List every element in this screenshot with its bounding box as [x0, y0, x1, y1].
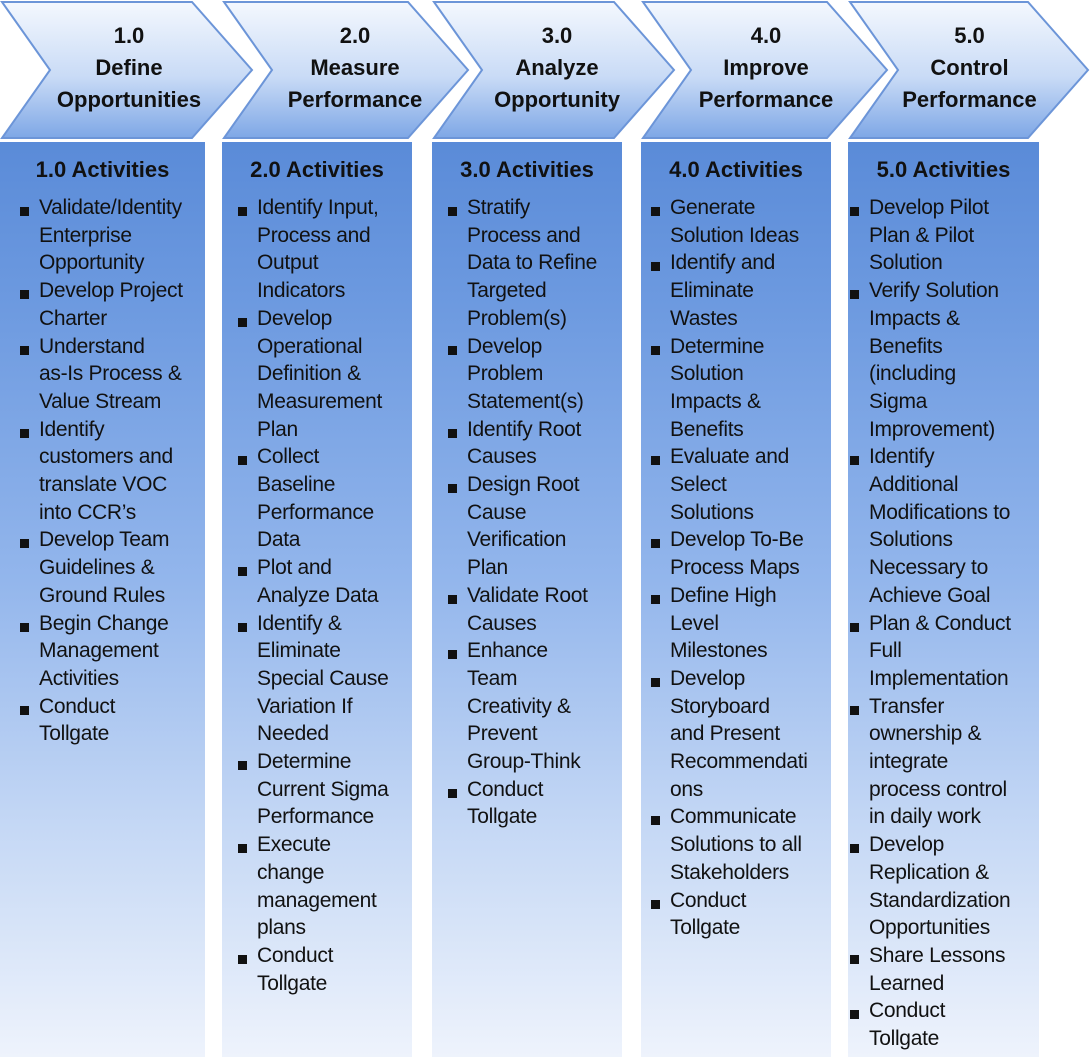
phase-name-line: Opportunities	[56, 87, 202, 112]
square-bullet-icon	[448, 650, 457, 659]
list-item: Determine Solution Impacts & Benefits	[647, 333, 808, 444]
activities-column	[222, 142, 412, 1057]
list-item: Identify and Eliminate Wastes	[647, 249, 808, 332]
phase-name-line: Opportunity	[494, 87, 620, 112]
activities-column	[432, 142, 622, 1057]
list-item: Validate Root Causes	[444, 582, 597, 637]
phase-name-line: Performance	[698, 87, 834, 112]
list-item: Develop Operational Definition & Measurement Plan	[234, 305, 389, 444]
list-item: Develop Storyboard and Present Recommendati ons	[647, 665, 808, 804]
list-item: Evaluate and Select Solutions	[647, 443, 808, 526]
square-bullet-icon	[850, 844, 859, 853]
square-bullet-icon	[850, 706, 859, 715]
list-item: Begin Change Management Activities	[16, 610, 183, 693]
list-item: Enhance Team Creativity & Prevent Group-Think	[444, 637, 597, 776]
list-item: Share Lessons Learned	[846, 942, 1011, 997]
activities-column	[848, 142, 1039, 1057]
phase-name-line: Measure	[310, 55, 400, 80]
list-item: Determine Current Sigma Performance	[234, 748, 389, 831]
list-item: Conduct Tollgate	[444, 776, 597, 831]
square-bullet-icon	[850, 955, 859, 964]
list-item: Develop To-Be Process Maps	[647, 526, 808, 581]
square-bullet-icon	[238, 844, 247, 853]
activities-title: 4.0 Activities	[669, 157, 803, 182]
list-item: Transfer ownership & integrate process control in daily work	[846, 693, 1011, 832]
phase-name-line: Performance	[902, 87, 1037, 112]
square-bullet-icon	[651, 262, 660, 271]
phase-name-line: Define	[95, 55, 163, 80]
activities-title: 2.0 Activities	[250, 157, 384, 182]
list-item: Develop Problem Statement(s)	[444, 333, 597, 416]
square-bullet-icon	[651, 678, 660, 687]
list-item: Stratify Process and Data to Refine Targeted Problem(s)	[444, 194, 597, 333]
activities-title: 5.0 Activities	[876, 157, 1011, 182]
list-item: Conduct Tollgate	[846, 997, 1011, 1052]
list-item: Identify Input, Process and Output Indicators	[234, 194, 389, 305]
square-bullet-icon	[651, 539, 660, 548]
square-bullet-icon	[850, 290, 859, 299]
square-bullet-icon	[850, 456, 859, 465]
phase-name-line: Control	[930, 55, 1009, 80]
list-item: Understand as-Is Process & Value Stream	[16, 333, 183, 416]
square-bullet-icon	[238, 207, 247, 216]
square-bullet-icon	[20, 623, 29, 632]
list-item: Develop Team Guidelines & Ground Rules	[16, 526, 183, 609]
activities-list	[647, 194, 808, 942]
activities-list	[16, 194, 183, 748]
square-bullet-icon	[448, 207, 457, 216]
phase-name-line: Analyze	[515, 55, 599, 80]
square-bullet-icon	[238, 761, 247, 770]
phase-chevron	[0, 0, 205, 140]
list-item: Conduct Tollgate	[647, 887, 808, 942]
list-item: Identify customers and translate VOC into CCR’s	[16, 416, 183, 527]
list-item: Execute change management plans	[234, 831, 389, 942]
phase-number: 3.0	[541, 23, 573, 48]
square-bullet-icon	[651, 346, 660, 355]
phase-name-line: Improve	[723, 55, 809, 80]
square-bullet-icon	[448, 429, 457, 438]
square-bullet-icon	[20, 207, 29, 216]
list-item: Verify Solution Impacts & Benefits (including Sigma Improvement)	[846, 277, 1011, 443]
square-bullet-icon	[850, 207, 859, 216]
list-item: Conduct Tollgate	[234, 942, 389, 997]
phase-chevron	[222, 0, 423, 140]
square-bullet-icon	[20, 346, 29, 355]
phase-define	[0, 0, 205, 1057]
square-bullet-icon	[20, 429, 29, 438]
square-bullet-icon	[448, 346, 457, 355]
activities-title: 1.0 Activities	[35, 157, 170, 182]
phase-name-line: Performance	[287, 87, 423, 112]
square-bullet-icon	[238, 318, 247, 327]
phase-number: 4.0	[750, 23, 782, 48]
square-bullet-icon	[20, 706, 29, 715]
list-item: Design Root Cause Verification Plan	[444, 471, 597, 582]
phase-chevron	[641, 0, 834, 140]
phase-number: 2.0	[339, 23, 371, 48]
square-bullet-icon	[448, 789, 457, 798]
phase-number: 5.0	[954, 23, 985, 48]
phase-number: 1.0	[113, 23, 145, 48]
activities-list	[234, 194, 389, 997]
list-item: Plan & Conduct Full Implementation	[846, 610, 1011, 693]
activities-column	[641, 142, 831, 1057]
list-item: Identify & Eliminate Special Cause Variation If Needed	[234, 610, 389, 749]
square-bullet-icon	[238, 955, 247, 964]
list-item: Develop Project Charter	[16, 277, 183, 332]
list-item: Validate/Identity Enterprise Opportunity	[16, 194, 183, 277]
activities-column	[0, 142, 205, 1057]
square-bullet-icon	[20, 539, 29, 548]
square-bullet-icon	[850, 623, 859, 632]
square-bullet-icon	[448, 484, 457, 493]
square-bullet-icon	[238, 567, 247, 576]
list-item: Develop Pilot Plan & Pilot Solution	[846, 194, 1011, 277]
phase-control	[848, 0, 1039, 1057]
square-bullet-icon	[20, 290, 29, 299]
phase-analyze	[432, 0, 622, 1057]
list-item: Identify Additional Modifications to Solutions Necessary to Achieve Goal	[846, 443, 1011, 609]
phase-improve	[641, 0, 834, 1057]
activities-list	[846, 194, 1011, 1053]
list-item: Generate Solution Ideas	[647, 194, 808, 249]
square-bullet-icon	[238, 456, 247, 465]
list-item: Develop Replication & Standardization Opportunities	[846, 831, 1011, 942]
phase-chevron	[432, 0, 622, 140]
phase-measure	[222, 0, 423, 1057]
square-bullet-icon	[448, 595, 457, 604]
square-bullet-icon	[651, 456, 660, 465]
phase-chevron	[848, 0, 1039, 140]
square-bullet-icon	[238, 623, 247, 632]
square-bullet-icon	[651, 900, 660, 909]
square-bullet-icon	[651, 207, 660, 216]
list-item: Conduct Tollgate	[16, 693, 183, 748]
square-bullet-icon	[850, 1010, 859, 1019]
activities-list	[444, 194, 597, 831]
square-bullet-icon	[651, 595, 660, 604]
list-item: Define High Level Milestones	[647, 582, 808, 665]
list-item: Collect Baseline Performance Data	[234, 443, 389, 554]
list-item: Communicate Solutions to all Stakeholders	[647, 803, 808, 886]
list-item: Identify Root Causes	[444, 416, 597, 471]
square-bullet-icon	[651, 816, 660, 825]
activities-title: 3.0 Activities	[460, 157, 594, 182]
list-item: Plot and Analyze Data	[234, 554, 389, 609]
